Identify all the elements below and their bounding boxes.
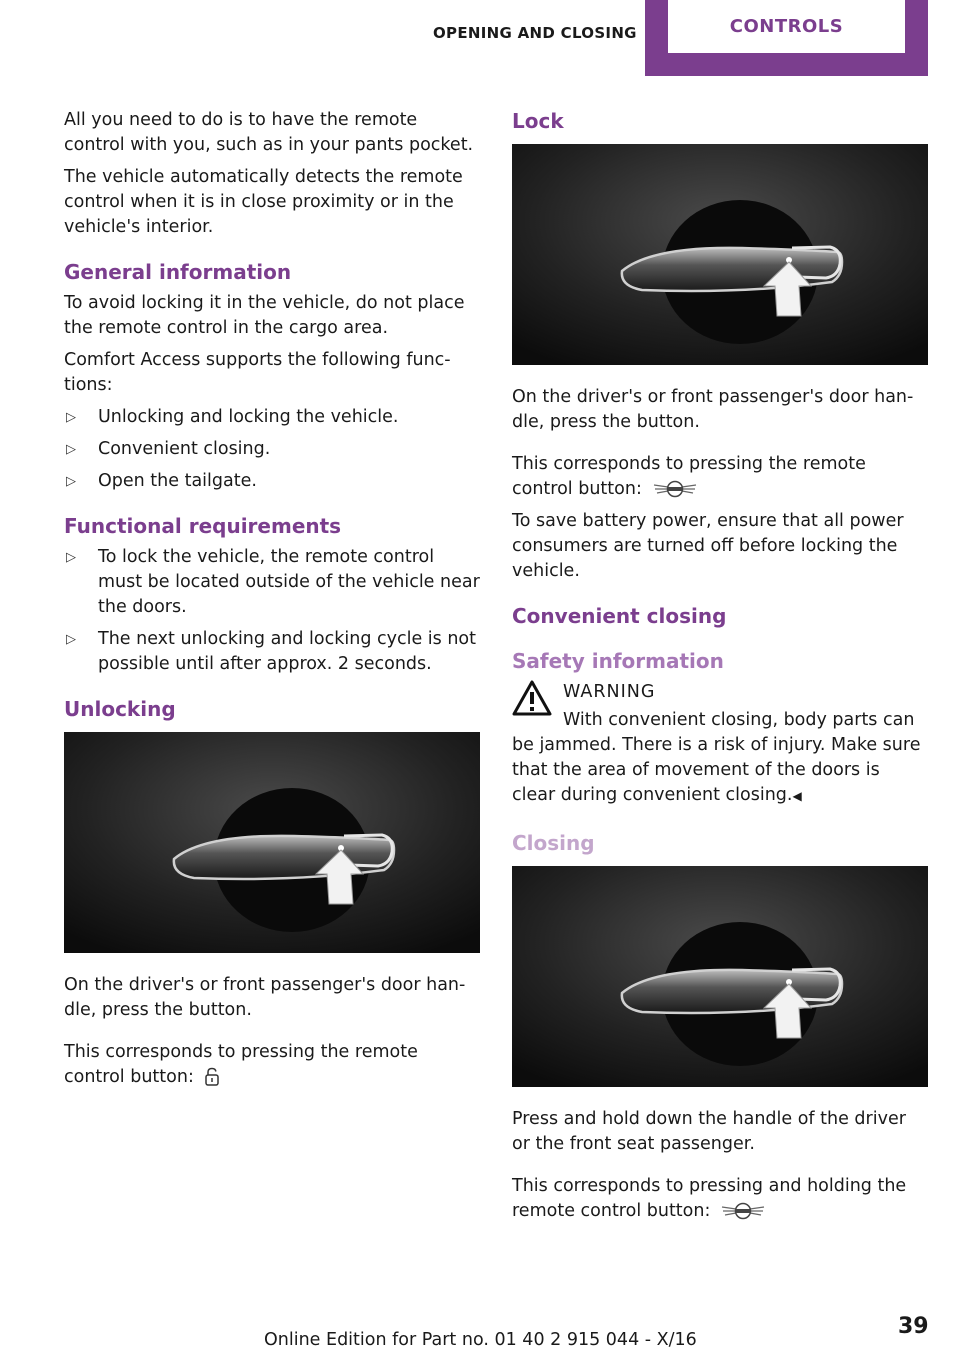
functions-list [64, 405, 480, 494]
unlocking-button-text: This corresponds to pressing the remote control button: [64, 1042, 418, 1087]
bullet-triangle-icon: ▷ [66, 442, 76, 457]
unlocking-paragraph [64, 1040, 480, 1090]
closing-paragraph: Press and hold down the handle of the driver or the front seat passenger. [512, 1109, 906, 1154]
list-item [64, 627, 480, 677]
door-handle-photo [64, 732, 480, 953]
end-marker: ◀ [792, 789, 802, 803]
list-item [64, 545, 480, 620]
chapter-tab [645, 0, 928, 76]
warning-body: With convenient closing, body parts can be jammed. There is a risk of injury. Make sure that the area of movement of the doors is clear during convenient closing. [512, 710, 921, 805]
list-item-text: Unlocking and locking the vehicle. [98, 407, 399, 427]
lock-button-text: This corresponds to pressing the remote control button: [512, 454, 866, 499]
bullet-triangle-icon: ▷ [66, 550, 76, 565]
mini-logo-icon [720, 1201, 766, 1221]
warning-title: WARNING [563, 682, 656, 702]
lock-paragraph [512, 452, 928, 502]
unlock-icon [204, 1067, 220, 1087]
section-title: OPENING AND CLOSING [433, 24, 637, 42]
functional-requirements-heading: Functional requirements [64, 514, 342, 538]
requirements-list [64, 545, 480, 677]
right-column [512, 108, 928, 1231]
lock-paragraph: On the driver's or front passenger's door handle, press the button. [512, 387, 914, 432]
list-item-text: The next unlocking and locking cycle is not possible until after approx. 2 seconds. [98, 629, 477, 674]
warning-triangle-icon [512, 680, 552, 716]
bullet-triangle-icon: ▷ [66, 632, 76, 647]
closing-paragraph [512, 1174, 928, 1224]
closing-heading: Closing [512, 831, 595, 855]
general-information-heading: General information [64, 260, 292, 284]
closing-button-text: This corresponds to pressing and holding the remote control button: [512, 1176, 907, 1221]
warning-text [512, 708, 928, 809]
general-paragraph: To avoid locking it in the vehicle, do not place the remote control in the cargo area. [64, 293, 465, 338]
mini-logo-icon [652, 479, 698, 499]
page-number: 39 [898, 1314, 929, 1339]
unlocking-heading: Unlocking [64, 697, 176, 721]
footer-edition: Online Edition for Part no. 01 40 2 915 044 - X/16 [264, 1330, 697, 1350]
left-column [64, 108, 480, 1097]
list-item-text: Open the tailgate. [98, 471, 257, 491]
lock-heading: Lock [512, 109, 564, 133]
general-paragraph: Comfort Access supports the following functions: [64, 350, 451, 395]
bullet-triangle-icon: ▷ [66, 474, 76, 489]
door-handle-photo [512, 866, 928, 1087]
list-item [64, 469, 480, 494]
chapter-tab-label: CONTROLS [668, 0, 905, 53]
list-item-text: Convenient closing. [98, 439, 271, 459]
unlocking-paragraph: On the driver's or front passenger's door handle, press the button. [64, 975, 466, 1020]
safety-information-heading: Safety information [512, 649, 724, 673]
list-item [64, 437, 480, 462]
door-handle-photo [512, 144, 928, 365]
list-item-text: To lock the vehicle, the remote control must be located outside of the vehicle near the doors. [98, 547, 480, 617]
bullet-triangle-icon: ▷ [66, 410, 76, 425]
intro-paragraph: The vehicle automatically detects the remote control when it is in close proximity or in the vehicle's interior. [64, 167, 463, 237]
lock-paragraph: To save battery power, ensure that all power consumers are turned off before locking the vehicle. [512, 511, 904, 581]
convenient-closing-heading: Convenient closing [512, 604, 727, 628]
list-item [64, 405, 480, 430]
intro-paragraph: All you need to do is to have the remote control with you, such as in your pants pocket. [64, 110, 474, 155]
